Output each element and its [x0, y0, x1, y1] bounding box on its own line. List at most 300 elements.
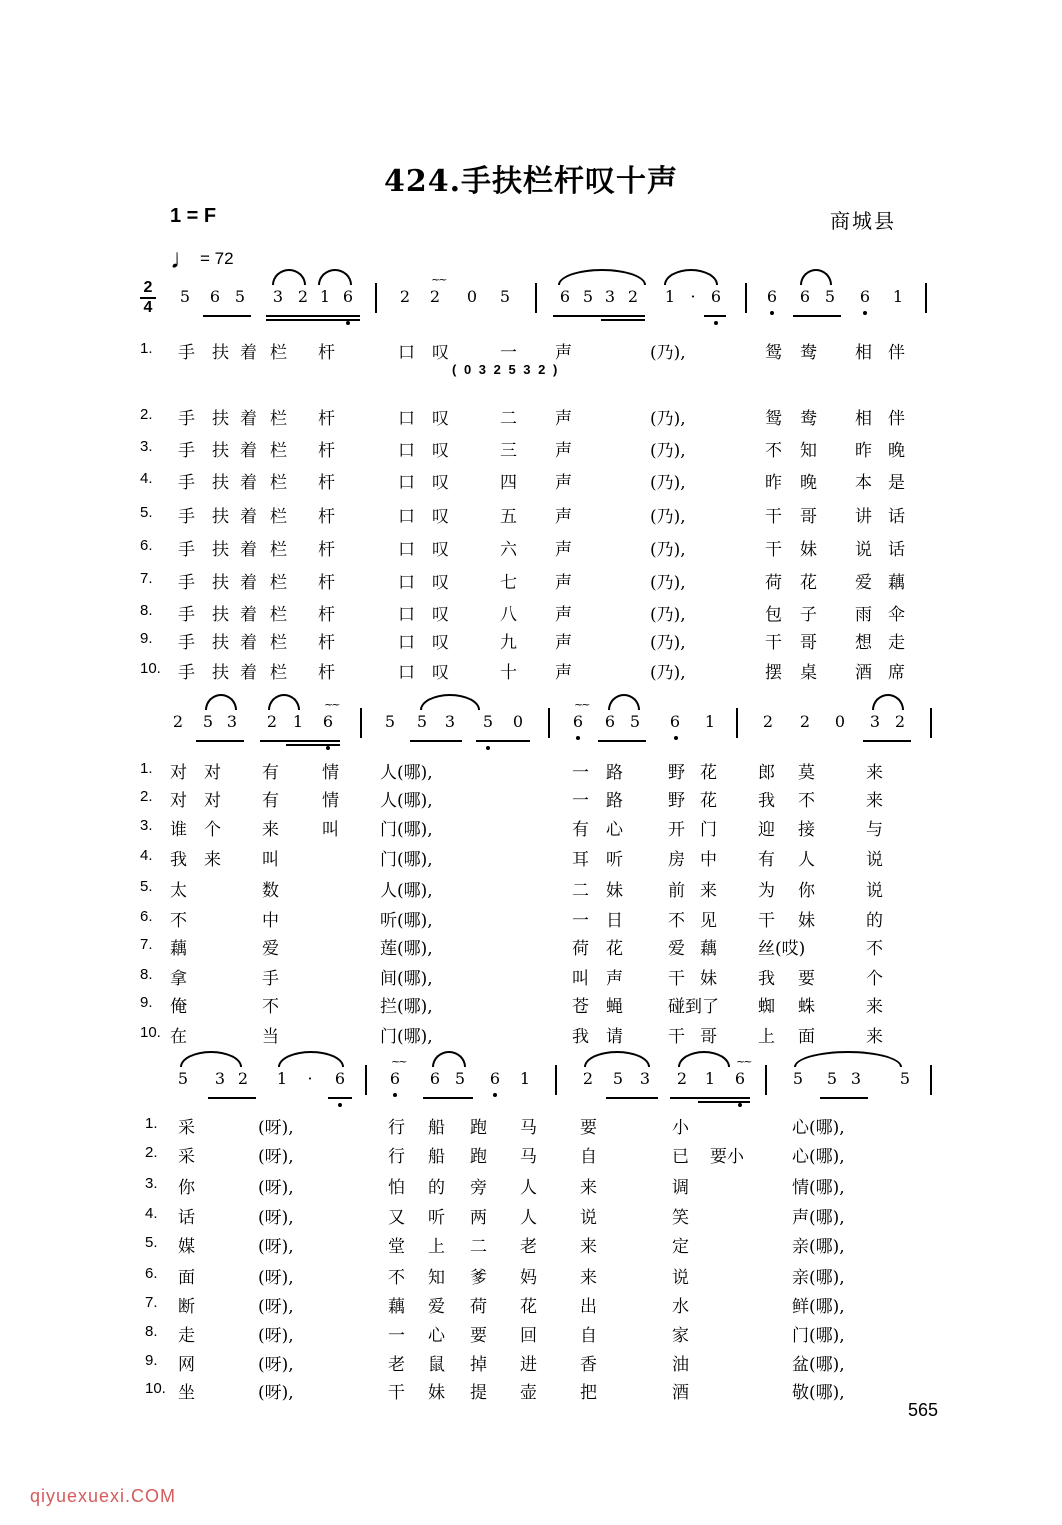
- lyric-word: 跑: [470, 1147, 487, 1167]
- slur: [584, 1051, 650, 1067]
- lyric-word: 中: [700, 850, 717, 870]
- lyric-word: 爱: [668, 939, 685, 959]
- note: 1: [292, 712, 304, 731]
- lyric-word: (乃),: [650, 343, 686, 363]
- verse-number: 4.: [145, 1205, 158, 1222]
- lyric-word: 对: [204, 763, 221, 783]
- verse-number: 8.: [140, 966, 153, 983]
- lyric-word: (乃),: [650, 409, 686, 429]
- lyric-word: (乃),: [650, 441, 686, 461]
- lyric-word: 妹: [428, 1383, 445, 1403]
- lyric-word: 碰到了: [668, 997, 719, 1017]
- slur: [432, 1051, 466, 1067]
- lyric-word: 藕: [388, 1297, 405, 1317]
- lyric-word: 栏: [270, 663, 287, 683]
- lyric-word: 叹: [432, 473, 449, 493]
- lyric-word: 门: [700, 820, 717, 840]
- lyric-word: 手: [178, 343, 195, 363]
- verse-number: 5.: [140, 878, 153, 895]
- lyric-word: 一: [572, 911, 589, 931]
- note: 5: [482, 712, 494, 731]
- lyric-word: 口: [398, 540, 415, 560]
- lyric-word: (呀),: [258, 1147, 294, 1167]
- underline: [606, 1097, 658, 1099]
- lyric-word: 接: [798, 820, 815, 840]
- lyric-word: 门(哪),: [380, 820, 433, 840]
- note: 6: [342, 287, 354, 306]
- lyric-word: 来: [866, 997, 883, 1017]
- lyric-word: (乃),: [650, 507, 686, 527]
- note: ·: [690, 287, 696, 306]
- lyric-word: 扶: [212, 441, 229, 461]
- lyric-word: 干: [765, 507, 782, 527]
- note: 2: [762, 712, 774, 731]
- lyric-word: 说: [672, 1268, 689, 1288]
- ornament-mark: ~~: [324, 698, 339, 711]
- lyric-word: 伴: [888, 343, 905, 363]
- verse-number: 6.: [140, 908, 153, 925]
- lyric-word: 晚: [888, 441, 905, 461]
- lyric-word: 叹: [432, 573, 449, 593]
- lyric-word: 声(哪),: [792, 1208, 845, 1228]
- lyric-word: 自: [580, 1326, 597, 1346]
- lyric-word: (呀),: [258, 1237, 294, 1257]
- lyric-word: 鸳: [765, 343, 782, 363]
- lyric-word: 声: [555, 343, 572, 363]
- lyric-word: 酒: [855, 663, 872, 683]
- time-signature-bottom: 4: [143, 299, 153, 316]
- lyric-word: 不: [170, 911, 187, 931]
- lyric-word: 手: [178, 473, 195, 493]
- lyric-word: 定: [672, 1237, 689, 1257]
- lyric-word: 拦(哪),: [380, 997, 433, 1017]
- note: 2: [429, 287, 441, 306]
- lyric-word: 叹: [432, 605, 449, 625]
- lyric-word: 采: [178, 1147, 195, 1167]
- verse-number: 7.: [145, 1294, 158, 1311]
- lyric-word: 说: [866, 881, 883, 901]
- lyric-word: 船: [428, 1118, 445, 1138]
- bar-line: [930, 708, 932, 738]
- lyric-word: 哥: [800, 507, 817, 527]
- lyric-word: 杆: [318, 409, 335, 429]
- lyric-word: 扶: [212, 473, 229, 493]
- lyric-word: 行: [388, 1147, 405, 1167]
- lyric-word: 二: [470, 1237, 487, 1257]
- lyric-word: 藕: [888, 573, 905, 593]
- lyric-word: 声: [555, 507, 572, 527]
- lyric-word: (呀),: [258, 1268, 294, 1288]
- lyric-word: 心(哪),: [792, 1147, 845, 1167]
- note: 6: [799, 287, 811, 306]
- lyric-word: 面: [798, 1027, 815, 1047]
- tempo-value: = 72: [200, 249, 234, 268]
- lyric-word: 对: [170, 763, 187, 783]
- low-octave-dot: [393, 1093, 397, 1097]
- note: 3: [850, 1069, 862, 1088]
- lyric-word: 你: [798, 881, 815, 901]
- lyric-word: (呀),: [258, 1355, 294, 1375]
- note: 3: [444, 712, 456, 731]
- lyric-word: 杆: [318, 540, 335, 560]
- lyric-word: 来: [866, 791, 883, 811]
- lyric-word: 口: [398, 633, 415, 653]
- lyric-word: 口: [398, 507, 415, 527]
- lyric-word: 花: [800, 573, 817, 593]
- lyric-word: (呀),: [258, 1118, 294, 1138]
- lyric-word: 来: [262, 820, 279, 840]
- tempo-marking: [170, 243, 234, 275]
- underline: [598, 740, 646, 742]
- lyric-word: 对: [204, 791, 221, 811]
- lyric-word: 开: [668, 820, 685, 840]
- lyric-word: 扶: [212, 343, 229, 363]
- bar-line: [360, 708, 362, 738]
- note: 5: [899, 1069, 911, 1088]
- low-octave-dot: [770, 311, 774, 315]
- lyric-word: 着: [240, 441, 257, 461]
- lyric-word: 一: [388, 1326, 405, 1346]
- low-octave-dot: [576, 736, 580, 740]
- lyric-word: 一: [500, 343, 517, 363]
- lyric-word: 门(哪),: [792, 1326, 845, 1346]
- note: 2: [172, 712, 184, 731]
- verse-number: 5.: [145, 1234, 158, 1251]
- lyric-word: 个: [204, 820, 221, 840]
- lyric-word: 见: [700, 911, 717, 931]
- lyric-word: 栏: [270, 409, 287, 429]
- lyric-word: 包: [765, 605, 782, 625]
- underline: [793, 315, 841, 317]
- lyric-word: 郎: [758, 763, 775, 783]
- lyric-word: 听(哪),: [380, 911, 433, 931]
- lyric-word: 话: [888, 507, 905, 527]
- note: 2: [799, 712, 811, 731]
- lyric-word: 十: [500, 663, 517, 683]
- lyric-word: 人: [798, 850, 815, 870]
- lyric-word: 叫: [322, 820, 339, 840]
- lyric-word: 人: [520, 1178, 537, 1198]
- lyric-word: 丝(哎): [758, 939, 806, 959]
- lyric-word: 妹: [606, 881, 623, 901]
- lyric-word: 掉: [470, 1355, 487, 1375]
- verse-number: 5.: [140, 504, 153, 521]
- lyric-word: 鸯: [800, 409, 817, 429]
- interlude-notation: ( 0 3 2 5 3 2 ): [452, 362, 560, 377]
- lyric-word: 个: [866, 969, 883, 989]
- low-octave-dot: [493, 1093, 497, 1097]
- note: 5: [824, 287, 836, 306]
- lyric-word: 干: [765, 540, 782, 560]
- note: 6: [710, 287, 722, 306]
- note: 0: [512, 712, 524, 731]
- note: 5: [629, 712, 641, 731]
- notation-row-3: [0, 1055, 1062, 1105]
- page-number: 565: [908, 1400, 939, 1420]
- bar-line: [930, 1065, 932, 1095]
- lyric-word: 心(哪),: [792, 1118, 845, 1138]
- lyric-word: 两: [470, 1208, 487, 1228]
- lyric-word: 手: [178, 409, 195, 429]
- lyric-word: 荷: [470, 1297, 487, 1317]
- underline: [698, 1101, 750, 1103]
- lyric-word: 口: [398, 605, 415, 625]
- lyric-word: 杆: [318, 507, 335, 527]
- lyric-word: 手: [178, 441, 195, 461]
- lyric-word: 爱: [428, 1297, 445, 1317]
- lyric-word: 栏: [270, 540, 287, 560]
- lyric-word: 不: [262, 997, 279, 1017]
- lyric-word: 五: [500, 507, 517, 527]
- lyric-word: 手: [178, 633, 195, 653]
- lyric-word: 着: [240, 573, 257, 593]
- lyric-word: 提: [470, 1383, 487, 1403]
- note: 5: [416, 712, 428, 731]
- underline: [476, 740, 530, 742]
- note: 6: [559, 287, 571, 306]
- lyric-word: 酒: [672, 1383, 689, 1403]
- verse-number: 10.: [145, 1380, 166, 1397]
- lyric-word: 手: [178, 605, 195, 625]
- slur: [278, 1051, 344, 1067]
- verse-number: 8.: [140, 602, 153, 619]
- lyric-word: (乃),: [650, 663, 686, 683]
- lyric-word: 上: [428, 1237, 445, 1257]
- lyric-word: 是: [888, 473, 905, 493]
- ornament-mark: ~~: [574, 698, 589, 711]
- lyric-word: 旁: [470, 1178, 487, 1198]
- lyric-word: (呀),: [258, 1208, 294, 1228]
- verse-number: 4.: [140, 470, 153, 487]
- note: 3: [639, 1069, 651, 1088]
- lyric-word: 本: [855, 473, 872, 493]
- lyric-word: 已: [672, 1147, 689, 1167]
- lyric-word: 说: [855, 540, 872, 560]
- lyric-word: 前: [668, 881, 685, 901]
- lyric-word: 回: [520, 1326, 537, 1346]
- lyric-word: 干: [765, 633, 782, 653]
- lyric-word: 你: [178, 1178, 195, 1198]
- lyric-word: 口: [398, 473, 415, 493]
- lyric-word: 我: [572, 1027, 589, 1047]
- bar-line: [736, 708, 738, 738]
- lyric-word: 人(哪),: [380, 763, 433, 783]
- lyric-word: 栏: [270, 507, 287, 527]
- lyric-word: 心: [606, 820, 623, 840]
- lyric-word: 口: [398, 409, 415, 429]
- lyric-word: 声: [555, 573, 572, 593]
- lyric-word: 来: [700, 881, 717, 901]
- note: 5: [499, 287, 511, 306]
- note: 0: [466, 287, 478, 306]
- lyric-word: 叫: [572, 969, 589, 989]
- lyric-word: 要: [798, 969, 815, 989]
- lyric-word: 来: [580, 1178, 597, 1198]
- note: 2: [627, 287, 639, 306]
- note: 6: [334, 1069, 346, 1088]
- lyric-word: 荷: [572, 939, 589, 959]
- verse-number: 9.: [145, 1352, 158, 1369]
- lyric-word: 水: [672, 1297, 689, 1317]
- bar-line: [925, 283, 927, 313]
- note: 6: [322, 712, 334, 731]
- lyric-word: 上: [758, 1027, 775, 1047]
- lyric-word: 叹: [432, 633, 449, 653]
- lyric-word: 晚: [800, 473, 817, 493]
- lyric-word: 席: [888, 663, 905, 683]
- lyric-word: 桌: [800, 663, 817, 683]
- verse-number: 3.: [140, 438, 153, 455]
- underline: [820, 1097, 868, 1099]
- lyric-word: 花: [520, 1297, 537, 1317]
- underline: [196, 740, 244, 742]
- lyric-word: (乃),: [650, 540, 686, 560]
- lyric-word: 出: [580, 1297, 597, 1317]
- lyric-word: 情: [322, 791, 339, 811]
- lyric-word: 小: [672, 1118, 689, 1138]
- lyric-word: 爱: [855, 573, 872, 593]
- lyric-word: 跑: [470, 1118, 487, 1138]
- lyric-word: 莫: [798, 763, 815, 783]
- lyric-word: 想: [855, 633, 872, 653]
- lyric-word: 面: [178, 1268, 195, 1288]
- note: 5: [792, 1069, 804, 1088]
- lyric-word: 爹: [470, 1268, 487, 1288]
- lyric-word: 请: [606, 1027, 623, 1047]
- lyric-word: 心: [428, 1326, 445, 1346]
- lyric-word: 在: [170, 1027, 187, 1047]
- lyric-word: 着: [240, 473, 257, 493]
- lyric-word: 着: [240, 605, 257, 625]
- low-octave-dot: [863, 311, 867, 315]
- verse-number: 1.: [140, 760, 153, 777]
- note: 3: [214, 1069, 226, 1088]
- lyric-word: 藕: [170, 939, 187, 959]
- lyric-word: 人(哪),: [380, 881, 433, 901]
- lyric-word: 谁: [170, 820, 187, 840]
- bar-line: [535, 283, 537, 313]
- verse-number: 2.: [145, 1144, 158, 1161]
- slur: [558, 269, 646, 285]
- note: 3: [272, 287, 284, 306]
- verse-number: 1.: [140, 340, 153, 357]
- lyric-word: (乃),: [650, 473, 686, 493]
- verse-number: 2.: [140, 788, 153, 805]
- lyric-word: 栏: [270, 343, 287, 363]
- lyric-word: 不: [798, 791, 815, 811]
- note: 0: [834, 712, 846, 731]
- lyric-word: 马: [520, 1147, 537, 1167]
- lyric-word: 走: [178, 1326, 195, 1346]
- verse-number: 7.: [140, 936, 153, 953]
- underline: [601, 319, 645, 321]
- song-title: 424.手扶栏杆叹十声: [383, 164, 679, 199]
- lyric-word: 中: [262, 911, 279, 931]
- lyric-word: 手: [178, 507, 195, 527]
- lyric-word: 声: [555, 441, 572, 461]
- lyric-word: 一: [572, 763, 589, 783]
- lyric-word: 亲(哪),: [792, 1237, 845, 1257]
- lyric-word: 要: [580, 1118, 597, 1138]
- lyric-word: 着: [240, 343, 257, 363]
- lyric-word: 着: [240, 540, 257, 560]
- lyric-word: (呀),: [258, 1383, 294, 1403]
- note: 1: [704, 712, 716, 731]
- lyric-word: 栏: [270, 441, 287, 461]
- lyric-word: 有: [262, 763, 279, 783]
- lyric-word: 日: [606, 911, 623, 931]
- lyric-word: 讲: [855, 507, 872, 527]
- verse-number: 4.: [140, 847, 153, 864]
- lyric-word: 把: [580, 1383, 597, 1403]
- lyric-word: (呀),: [258, 1297, 294, 1317]
- underline: [286, 744, 340, 746]
- note: 5: [582, 287, 594, 306]
- lyric-word: 藕: [700, 939, 717, 959]
- note: 1: [519, 1069, 531, 1088]
- note: 1: [664, 287, 676, 306]
- notation-row-1: [0, 273, 1062, 323]
- lyric-word: 进: [520, 1355, 537, 1375]
- bar-line: [745, 283, 747, 313]
- lyric-word: 杆: [318, 663, 335, 683]
- lyric-word: 栏: [270, 605, 287, 625]
- lyric-word: 走: [888, 633, 905, 653]
- lyric-word: 栏: [270, 633, 287, 653]
- underline: [863, 740, 911, 742]
- slur: [180, 1051, 242, 1067]
- note: 5: [234, 287, 246, 306]
- lyric-word: 栏: [270, 473, 287, 493]
- lyric-word: 鸯: [800, 343, 817, 363]
- underline: [704, 315, 726, 317]
- lyric-word: 杆: [318, 343, 335, 363]
- note: 5: [826, 1069, 838, 1088]
- low-octave-dot: [326, 746, 330, 750]
- lyric-word: 干: [668, 969, 685, 989]
- lyric-word: 妈: [520, 1268, 537, 1288]
- lyric-word: 叫: [262, 850, 279, 870]
- bar-line: [765, 1065, 767, 1095]
- lyric-word: 路: [606, 763, 623, 783]
- lyric-word: 扶: [212, 409, 229, 429]
- note: ·: [307, 1069, 313, 1088]
- note: 1: [704, 1069, 716, 1088]
- lyric-word: 不: [388, 1268, 405, 1288]
- lyric-word: 说: [580, 1208, 597, 1228]
- lyric-word: 杆: [318, 473, 335, 493]
- note: 6: [669, 712, 681, 731]
- lyric-word: 着: [240, 507, 257, 527]
- lyric-word: 听: [606, 850, 623, 870]
- lyric-word: 盆(哪),: [792, 1355, 845, 1375]
- lyric-word: 着: [240, 409, 257, 429]
- ornament-mark: ~~: [431, 273, 446, 286]
- verse-number: 9.: [140, 994, 153, 1011]
- lyric-word: 叹: [432, 507, 449, 527]
- lyric-word: 来: [866, 763, 883, 783]
- note: 6: [734, 1069, 746, 1088]
- note: 6: [859, 287, 871, 306]
- verse-number: 6.: [140, 537, 153, 554]
- lyric-word: 老: [388, 1355, 405, 1375]
- note: 5: [202, 712, 214, 731]
- lyric-word: 亲(哪),: [792, 1268, 845, 1288]
- lyric-word: 耳: [572, 850, 589, 870]
- lyric-word: 堂: [388, 1237, 405, 1257]
- low-octave-dot: [486, 746, 490, 750]
- lyric-word: 杆: [318, 633, 335, 653]
